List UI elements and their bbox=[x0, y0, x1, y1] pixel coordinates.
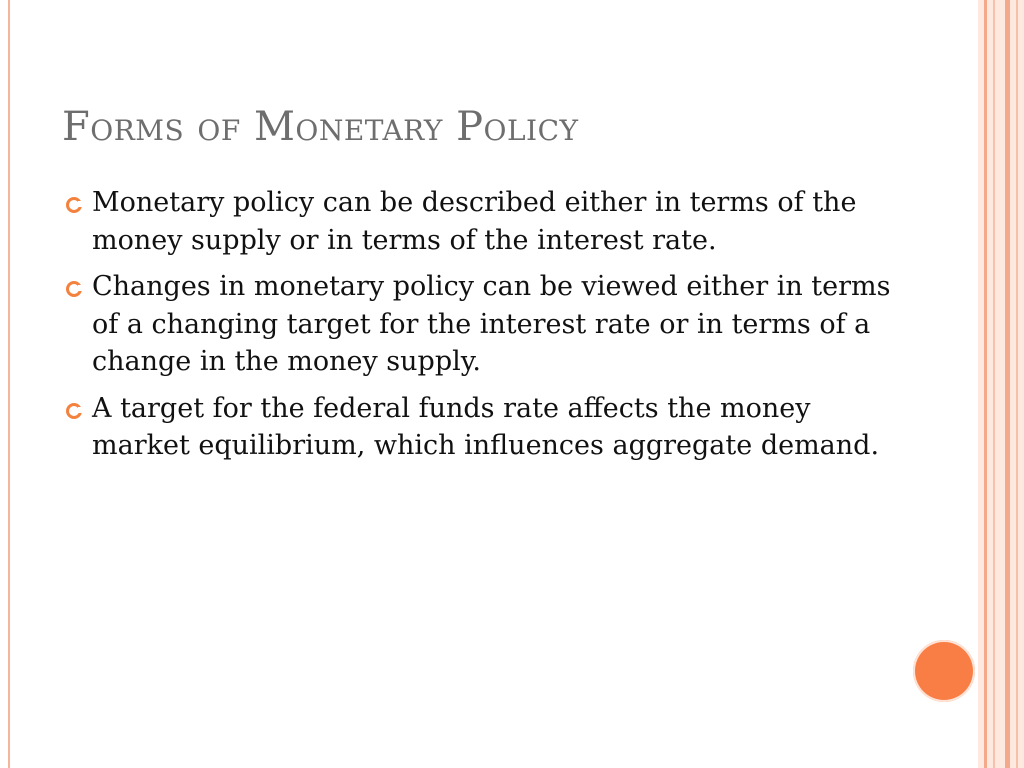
slide-title: Forms of Monetary Policy bbox=[62, 104, 579, 150]
orange-circle-decoration bbox=[913, 640, 975, 702]
right-panel-stripe bbox=[984, 0, 987, 768]
open-circle-bullet-icon bbox=[66, 197, 82, 213]
open-circle-bullet-icon bbox=[66, 403, 82, 419]
right-panel-stripe bbox=[1005, 0, 1010, 768]
bullet-item bbox=[62, 184, 892, 259]
bullet-text: A target for the federal funds rate affects the money market equilibrium, which influences aggregate demand. bbox=[92, 392, 880, 461]
bullet-item bbox=[62, 390, 892, 465]
bullet-text: Monetary policy can be described either in terms of the money supply or in terms of the interest rate. bbox=[92, 187, 857, 256]
bullet-list bbox=[62, 184, 892, 474]
right-panel-stripe bbox=[993, 0, 995, 768]
open-circle-bullet-icon bbox=[66, 281, 82, 297]
left-border-stripe bbox=[8, 0, 10, 768]
bullet-text: Changes in monetary policy can be viewed either in terms of a changing target for the interest rate or in terms of a change in the money supply. bbox=[92, 271, 891, 377]
right-panel-stripe bbox=[1016, 0, 1018, 768]
bullet-item bbox=[62, 268, 892, 381]
